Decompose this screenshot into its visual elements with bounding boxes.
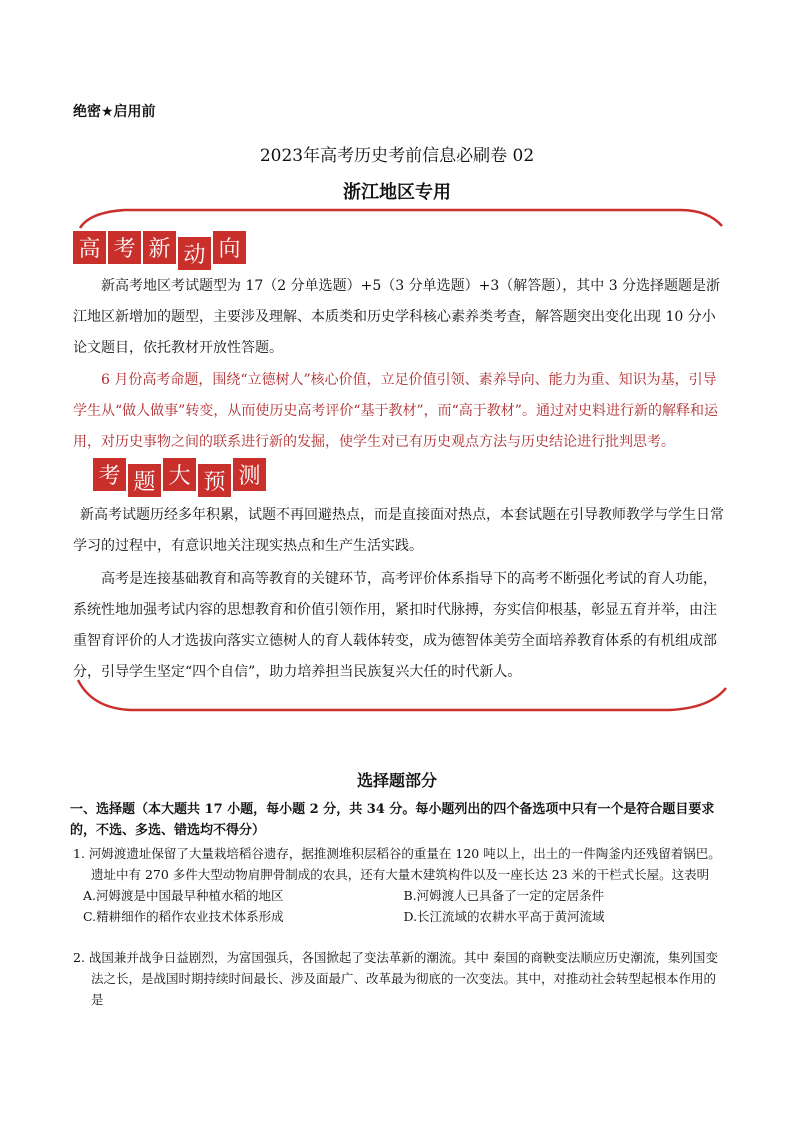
paragraph-june-exam: 6 月份高考命题，围绕“立德树人”核心价值，立足价值引领、素养导向、能力为重、知识为基，引导学生从“做人做事”转变，从而使历史高考评价“基于教材”，而“高于教材”。通过对史料进行新的解释和运用，对历史事物之间的联系进行新的发掘，使学生对已有历史观点方法与历史结论进行批判思考。 — [73, 372, 718, 450]
question-2 — [73, 947, 724, 1010]
badge2-char: 考 — [93, 458, 126, 491]
question-1 — [73, 843, 724, 927]
frame-top-curve — [80, 210, 722, 228]
option-b: B.河姆渡人已具备了一定的定居条件 — [403, 888, 605, 903]
paragraph-question-types: 新高考地区考试题型为 17（2 分单选题）+5（3 分单选题）+3（解答题），其中 3 分选择题题是浙江地区新增加的题型，主要涉及理解、本质类和历史学科核心素养类考查，解答题突出变化出现 10 分小论文题目，依托教材开放性答题。 — [73, 278, 721, 356]
badge1-char: 新 — [143, 231, 176, 264]
option-a: A.河姆渡是中国最早种植水稻的地区 — [83, 888, 284, 903]
exam-subtitle: 浙江地区专用 — [343, 182, 451, 203]
option-d: D.长江流域的农耕水平高于黄河流域 — [403, 909, 605, 924]
exam-title: 2023年高考历史考前信息必刷卷 02 — [259, 146, 535, 166]
badge2-char: 题 — [128, 464, 161, 497]
section-title: 选择题部分 — [356, 771, 437, 790]
option-c: C.精耕细作的稻作农业技术体系形成 — [83, 909, 284, 924]
badge2-char: 测 — [233, 458, 266, 491]
section-instructions: 一、选择题（本大题共 17 小题，每小题 2 分，共 34 分。每小题列出的四个备选项中只有一个是符合题目要求的，不选、多选、错选均不得分） — [70, 802, 715, 838]
confidential-label: 绝密★启用前 — [73, 104, 156, 120]
badge1-char: 动 — [178, 237, 211, 270]
question-2-stem: 2. 战国兼并战争日益剧烈，为富国强兵，各国掀起了变法革新的潮流。其中 秦国的商鞅变法顺应历史潮流，集列国变法之长，是战国时期持续时间最长、涉及面最广、改革最为彻底的一次变法。其中，对推动社会转型起根本作用的是 — [73, 950, 718, 1007]
badge2-char: 预 — [198, 464, 231, 497]
badge1-char: 向 — [213, 231, 246, 264]
badge1-char: 高 — [73, 231, 106, 264]
paragraph-hot-topics: 新高考试题历经多年积累，试题不再回避热点，而是直接面对热点，本套试题在引导教师教学与学生日常学习的过程中，有意识地关注现实热点和生产生活实践。 — [73, 507, 724, 554]
badge-gaokao-xin-dongxiang — [73, 231, 246, 270]
paragraph-gaokao-role: 高考是连接基础教育和高等教育的关键环节，高考评价体系指导下的高考不断强化考试的育人功能，系统性地加强考试内容的思想教育和价值引领作用，紧扣时代脉搏，夯实信仰根基，彰显五育并举，由注重智育评价的人才选拔向落实立德树人的育人载体转变，成为德智体美劳全面培养教育体系的有机组成部分，引导学生坚定“四个自信”，助力培养担当民族复兴大任的时代新人。 — [73, 571, 717, 680]
badge-kaoti-da-yuce — [93, 458, 266, 497]
badge2-char: 大 — [163, 458, 196, 491]
question-1-options — [73, 885, 724, 927]
badge1-char: 考 — [108, 231, 141, 264]
question-1-stem: 1. 河姆渡遗址保留了大量栽培稻谷遗存，据推测堆积层稻谷的重量在 120 吨以上，出土的一件陶釜内还残留着锅巴。遗址中有 270 多件大型动物肩胛骨制成的农具，还有大量木建筑构件以及一座长达 23 米的干栏式长屋。这表明 — [73, 846, 721, 882]
